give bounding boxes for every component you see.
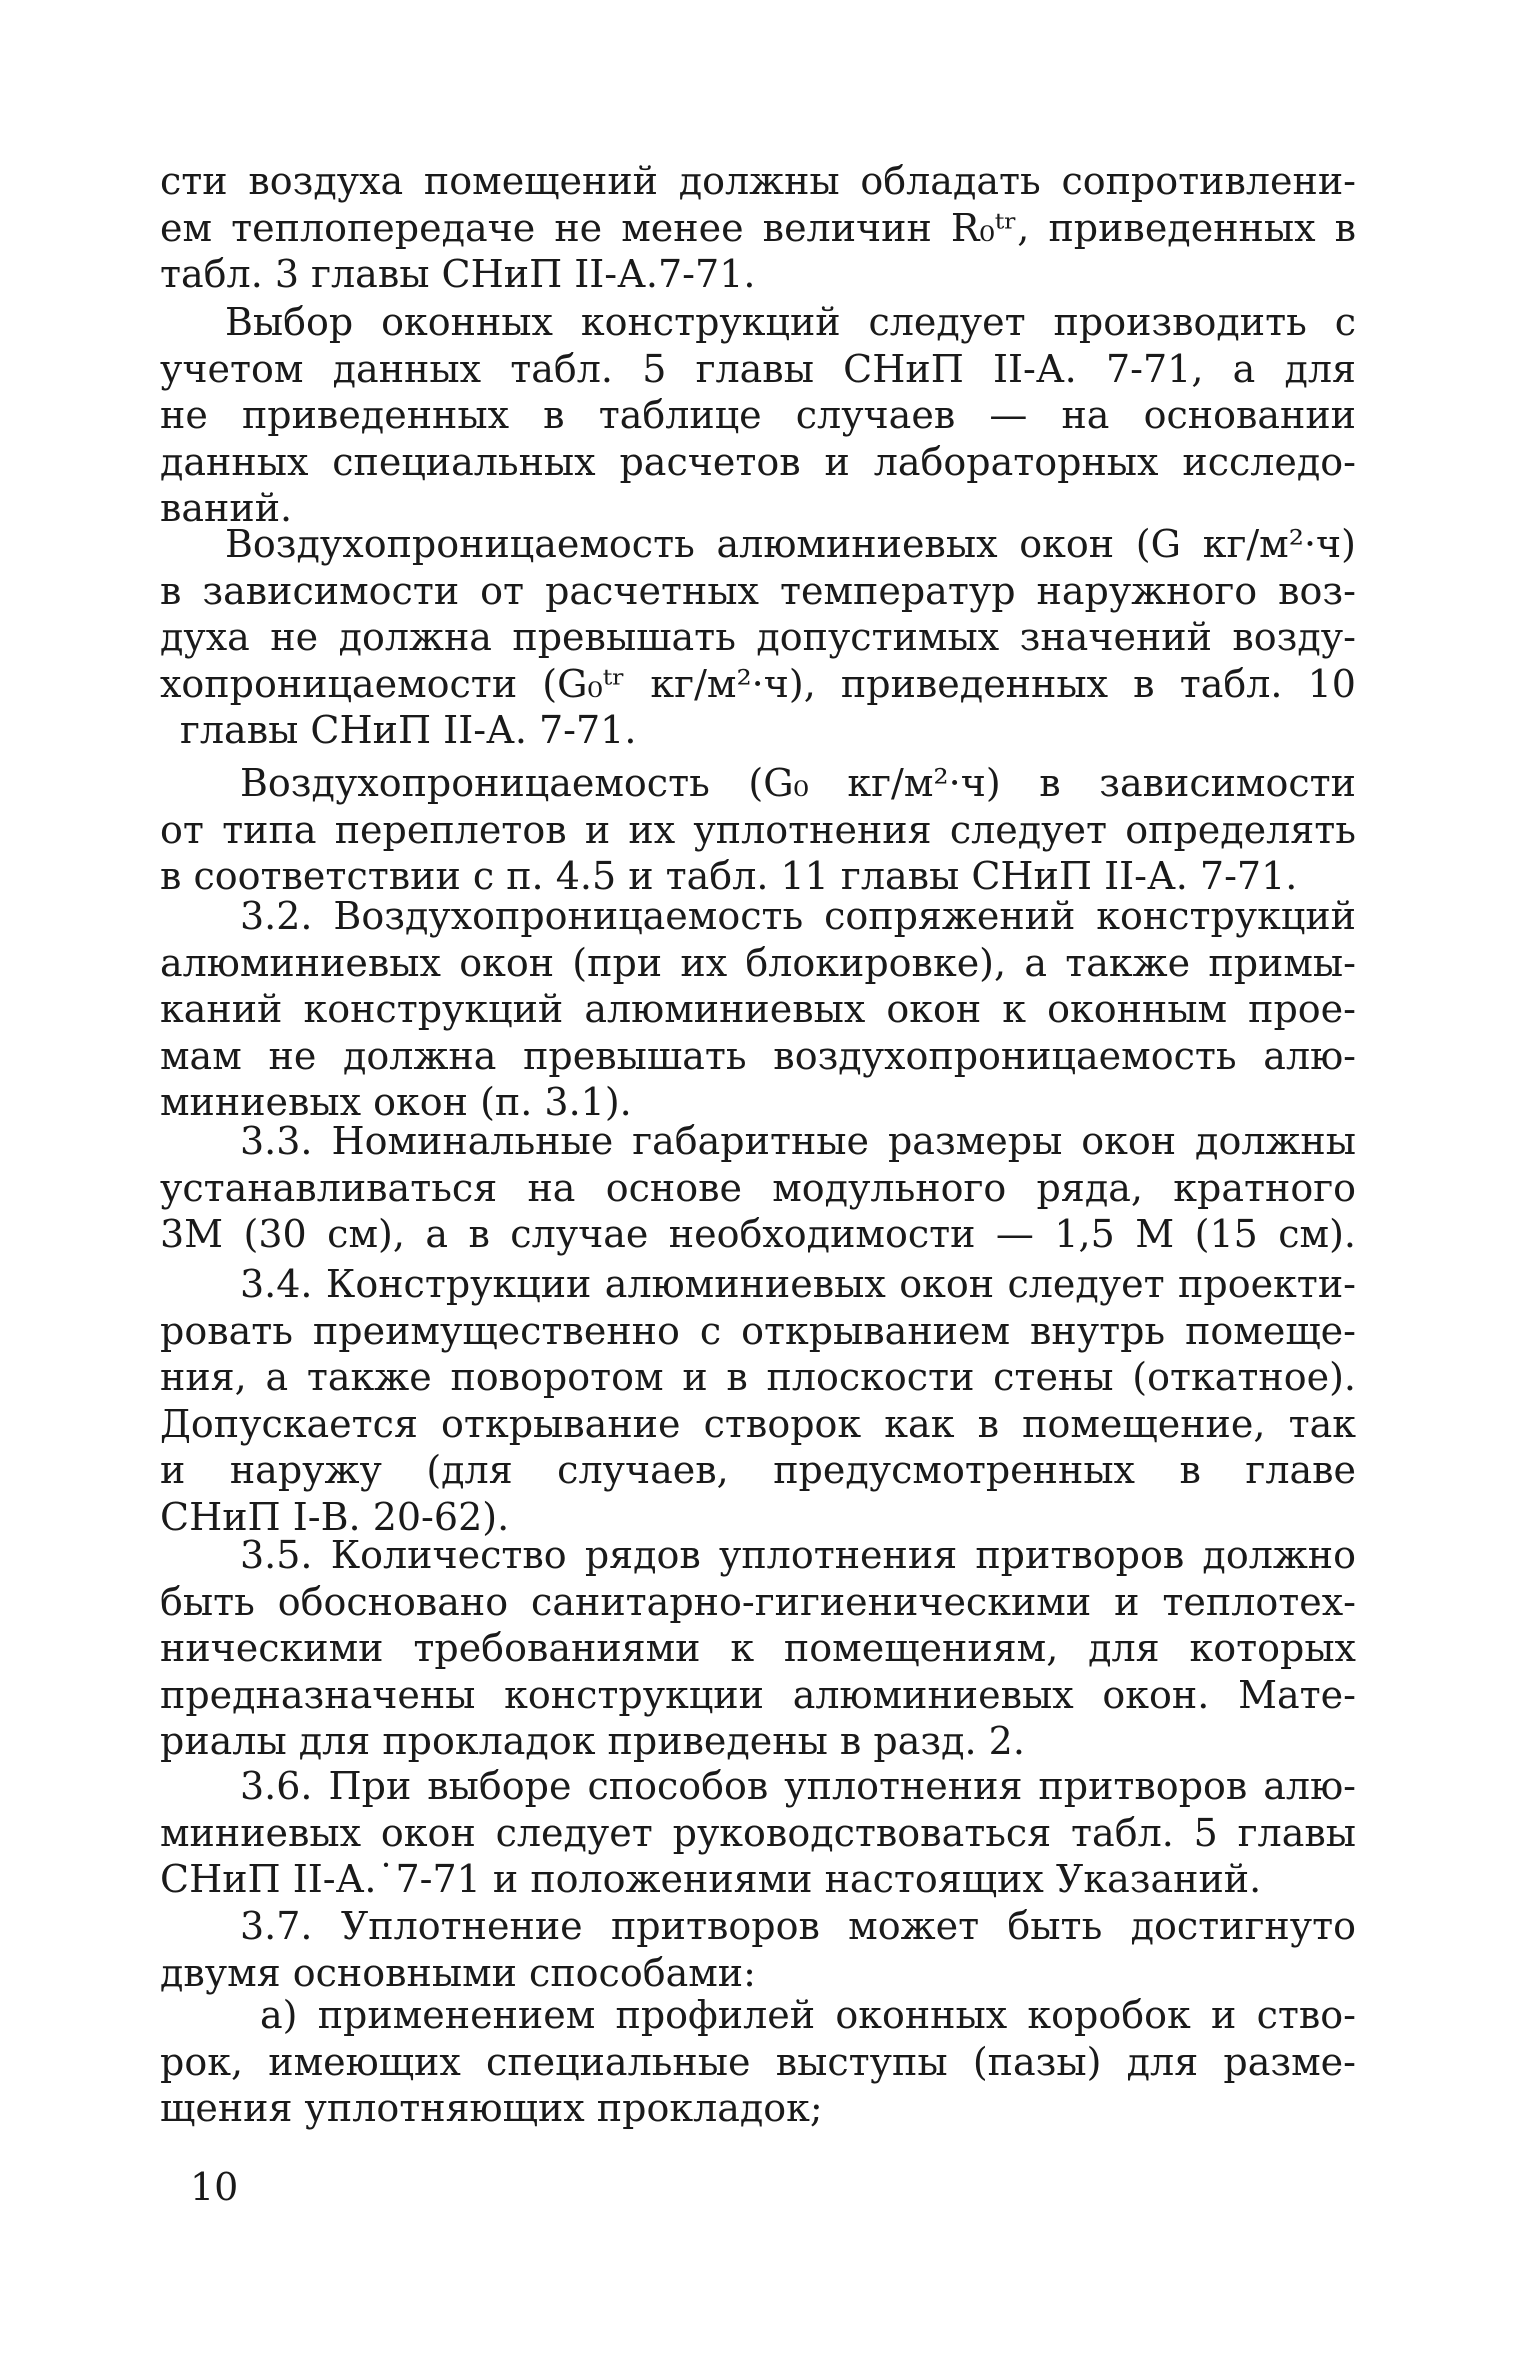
text-line: миниевых окон следует руководствоваться табл. 5 главы (160, 1810, 1356, 1855)
text-line: ем теплопередаче не менее величин R₀ᵗʳ, приведенных в (160, 205, 1356, 250)
text-line: ния, а также поворотом и в плоскости стены (откатное). (160, 1355, 1356, 1399)
text-line: а) применением профилей оконных коробок и ство- (260, 1993, 1356, 2037)
text-line: не приведенных в таблице случаев — на основании (160, 393, 1356, 437)
text-line: 3.7. Уплотнение притворов может быть достигнуто (240, 1904, 1356, 1948)
text-line: в соответствии с п. 4.5 и табл. 11 главы СНиП II-А. 7-71. (160, 854, 1298, 898)
text-line: ническими требованиями к помещениям, для которых (160, 1626, 1356, 1670)
text-line: и наружу (для случаев, предусмотренных в главе (160, 1448, 1356, 1492)
text-line: Выбор оконных конструкций следует производить с (225, 300, 1356, 344)
text-line: 3М (30 см), а в случае необходимости — 1,5 М (15 см). (160, 1212, 1356, 1256)
text-line: 3.4. Конструкции алюминиевых окон следует проекти- (240, 1262, 1356, 1306)
text-line: главы СНиП II-А. 7-71. (180, 708, 637, 752)
paragraph-2 (160, 299, 1356, 532)
paragraph-9 (160, 1763, 1356, 1903)
paragraph-5 (160, 893, 1356, 1126)
text-line: хопроницаемости (G₀ᵗʳ кг/м²·ч), приведенных в табл. 10 (160, 661, 1356, 706)
paragraph-7 (160, 1261, 1356, 1540)
text-line: 3.3. Номинальные габаритные размеры окон должны (240, 1119, 1356, 1163)
text-line: от типа переплетов и их уплотнения следует определять (160, 807, 1356, 852)
text-line: алюминиевых окон (при их блокировке), а также примы- (160, 940, 1356, 985)
text-line: Допускается открывание створок как в помещение, так (160, 1401, 1356, 1446)
text-line: каний конструкций алюминиевых окон к оконным прое- (160, 987, 1356, 1031)
paragraph-1 (160, 158, 1356, 298)
text-line: двумя основными способами: (160, 1950, 756, 1995)
text-line: духа не должна превышать допустимых значений возду- (160, 615, 1356, 659)
text-line: сти воздуха помещений должны обладать сопротивлени- (160, 159, 1356, 203)
text-line: СНиП II-А.˙7-71 и положениями настоящих Указаний. (160, 1857, 1262, 1901)
text-line: быть обосновано санитарно-гигиеническими и теплотех- (160, 1579, 1356, 1624)
text-line: табл. 3 главы СНиП II-А.7-71. (160, 252, 756, 296)
text-line: ваний. (160, 486, 293, 530)
text-line: риалы для прокладок приведены в разд. 2. (160, 1719, 1025, 1763)
text-line: в зависимости от расчетных температур наружного воз- (160, 568, 1356, 613)
text-line: учетом данных табл. 5 главы СНиП II-А. 7-71, а для (160, 346, 1356, 391)
paragraph-11 (160, 1992, 1356, 2132)
text-line: щения уплотняющих прокладок; (160, 2086, 823, 2130)
text-line: устанавливаться на основе модульного ряда, кратного (160, 1165, 1356, 1210)
text-line: миниевых окон (п. 3.1). (160, 1080, 632, 1124)
text-line: рок, имеющих специальные выступы (пазы) для разме- (160, 2039, 1356, 2084)
paragraph-6 (160, 1118, 1356, 1258)
paragraph-3 (160, 521, 1356, 754)
text-line: предназначены конструкции алюминиевых окон. Мате- (160, 1672, 1356, 1717)
text-line: ровать преимущественно с открыванием внутрь помеще- (160, 1308, 1356, 1353)
paragraph-8 (160, 1532, 1356, 1765)
text-line: Воздухопроницаемость алюминиевых окон (G кг/м²·ч) (225, 522, 1356, 566)
text-line: 3.2. Воздухопроницаемость сопряжений конструкций (240, 894, 1356, 938)
text-line: мам не должна превышать воздухопроницаемость алю- (160, 1033, 1356, 1078)
text-line: 3.5. Количество рядов уплотнения притворов должно (240, 1533, 1356, 1577)
paragraph-10 (160, 1903, 1356, 1996)
paragraph-4 (160, 760, 1356, 900)
page-number: 10 (190, 2165, 239, 2209)
text-line: данных специальных расчетов и лабораторных исследо- (160, 439, 1356, 484)
text-line: 3.6. При выборе способов уплотнения притворов алю- (240, 1764, 1356, 1808)
text-line: СНиП I-В. 20-62). (160, 1494, 510, 1539)
text-line: Воздухопроницаемость (G₀ кг/м²·ч) в зависимости (240, 761, 1356, 805)
